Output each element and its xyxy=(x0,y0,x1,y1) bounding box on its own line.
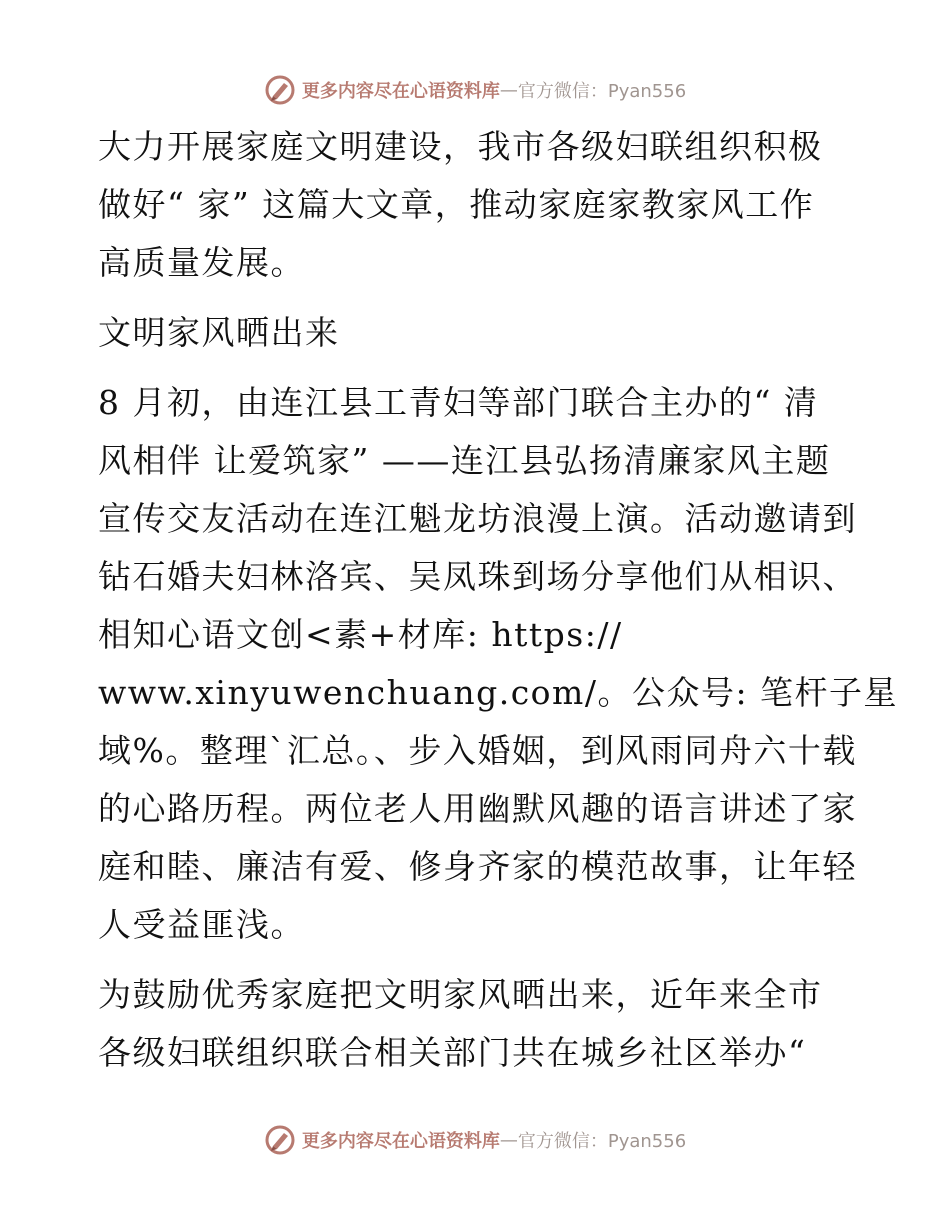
text-line: 为鼓励优秀家庭把文明家风晒出来，近年来全市 xyxy=(98,975,823,1014)
section-heading xyxy=(98,304,858,362)
text-line: 8 月初，由连江县工青妇等部门联合主办的“ 清 xyxy=(98,383,819,422)
watermark-contact: 官方微信：Pyan556 xyxy=(517,81,687,102)
watermark-contact: 官方微信：Pyan556 xyxy=(517,1131,687,1152)
text-line: www.xinyuwenchuang.com/。公众号: 笔杆子星 xyxy=(98,673,899,712)
text-line: 高质量发展。 xyxy=(98,243,305,282)
text-line: 钻石婚夫妇林洛宾、吴凤珠到场分享他们从相识、 xyxy=(98,557,857,596)
text-line: 宣传交友活动在连江魁龙坊浪漫上演。活动邀请到 xyxy=(98,499,857,538)
text-line: 人受益匪浅。 xyxy=(98,905,305,944)
document-body xyxy=(98,118,899,1094)
watermark-brand: 更多内容尽在心语资料库 xyxy=(301,1131,500,1152)
header-watermark xyxy=(0,70,950,110)
text-line: 风相伴 让爱筑家” ——连江县弘扬清廉家风主题 xyxy=(98,441,831,480)
watermark-brand: 更多内容尽在心语资料库 xyxy=(301,81,500,102)
pen-circle-logo-icon xyxy=(264,74,296,106)
footer-watermark xyxy=(0,1120,950,1160)
text-line: 的心路历程。两位老人用幽默风趣的语言讲述了家 xyxy=(98,789,857,828)
text-line: 庭和睦、廉洁有爱、修身齐家的模范故事，让年轻 xyxy=(98,847,857,886)
pen-circle-logo-icon xyxy=(264,1124,296,1156)
watermark-separator: — xyxy=(499,1129,518,1151)
text-line: 各级妇联组织联合相关部门共在城乡社区举办“ xyxy=(98,1033,807,1072)
paragraph-intro xyxy=(98,118,858,292)
paragraph-encourage xyxy=(98,966,858,1082)
watermark-separator: — xyxy=(499,79,518,101)
text-line: 做好“ 家” 这篇大文章，推动家庭家教家风工作 xyxy=(98,185,815,224)
text-line: 大力开展家庭文明建设，我市各级妇联组织积极 xyxy=(98,127,823,166)
text-line: 文明家风晒出来 xyxy=(98,313,340,352)
text-line: 相知心语文创<素+材库: https:// xyxy=(98,615,623,654)
text-line: 域%。整理`汇总。、步入婚姻，到风雨同舟六十载 xyxy=(98,731,857,770)
paragraph-event xyxy=(98,374,899,954)
